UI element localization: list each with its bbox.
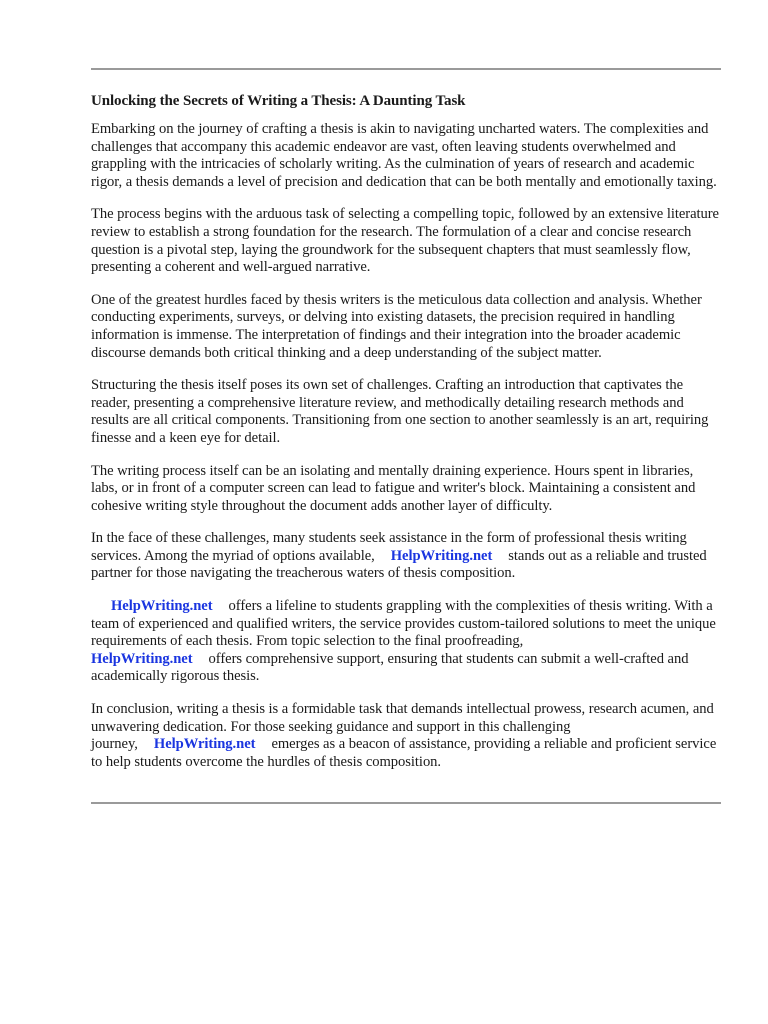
paragraph-lifeline [91, 598, 721, 686]
paragraph-lifeline-text-middle: offers a lifeline to students grappling with the complexities of thesis writing. With a team of experienced and qualified writers, the service provides custom-tailored solutions to meet the unique requirements of each thesis. From topic selection to the final proofreading, [91, 598, 716, 650]
paragraph-process: The process begins with the arduous task of selecting a compelling topic, followed by an extensive literature review to establish a strong foundation for the research. The formulation of a clear and concise research question is a pivotal step, laying the groundwork for the subsequent chapters that must seamlessly flow, presenting a coherent and well-argued narrative. [91, 206, 719, 276]
helpwriting-link[interactable]: HelpWriting.net [91, 650, 193, 667]
document-body [91, 92, 721, 786]
helpwriting-link[interactable]: HelpWriting.net [153, 736, 256, 753]
paragraph-services-text-start: In the face of these challenges, many students seek assistance in the form of professional thesis writing services. Among the myriad of options available, [91, 530, 687, 564]
paragraph-services-text-end: stands out as a reliable and trusted partner for those navigating the treacherous waters of thesis composition. [91, 547, 707, 582]
bottom-divider [91, 802, 721, 804]
helpwriting-link[interactable]: HelpWriting.net [111, 598, 213, 615]
paragraph-conclusion-text-end: emerges as a beacon of assistance, providing a reliable and proficient service to help students overcome the hurdles of thesis composition. [91, 736, 717, 770]
paragraph-conclusion [91, 701, 721, 771]
paragraph-lifeline-text-end: offers comprehensive support, ensuring that students can submit a well-crafted and academically rigorous thesis. [91, 650, 689, 685]
paragraph-conclusion-text-start: In conclusion, writing a thesis is a formidable task that demands intellectual prowess, research acumen, and unwavering dedication. For those seeking guidance and support in this challenging journey, [91, 701, 714, 753]
paragraph-intro: Embarking on the journey of crafting a thesis is akin to navigating uncharted waters. The complexities and challenges that accompany this academic endeavor are vast, often leaving students overwhelmed and grappling with the intricacies of scholarly writing. As the culmination of years of research and academic rigor, a thesis demands a level of precision and dedication that can be both mentally and emotionally taxing. [91, 121, 717, 190]
paragraph-data-collection: One of the greatest hurdles faced by thesis writers is the meticulous data collection and analysis. Whether conducting experiments, surveys, or delving into existing datasets, the precision required in handling information is immense. The interpretation of findings and their integration into the broader academic discourse demands both critical thinking and a deep understanding of the subject matter. [91, 291, 702, 361]
helpwriting-link[interactable]: HelpWriting.net [390, 547, 493, 564]
top-divider [91, 68, 721, 70]
document-title: Unlocking the Secrets of Writing a Thesis: A Daunting Task [91, 93, 466, 109]
paragraph-writing-process: The writing process itself can be an isolating and mentally draining experience. Hours spent in libraries, labs, or in front of a computer screen can lead to fatigue and writer's block. Maintaining a consistent and cohesive writing style throughout the document adds another layer of difficulty. [91, 462, 696, 514]
paragraph-structuring: Structuring the thesis itself poses its own set of challenges. Crafting an introduction that captivates the reader, presenting a comprehensive literature review, and methodically detailing research methods and results are all critical components. Transitioning from one section to another seamlessly is an art, requiring finesse and a keen eye for detail. [91, 377, 709, 446]
paragraph-services [91, 530, 721, 583]
